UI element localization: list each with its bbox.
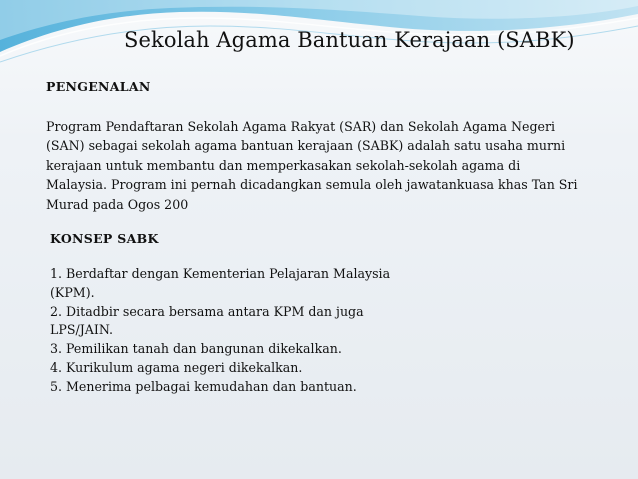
intro-line: (SAN) sebagai sekolah agama bantuan kerajaan (SABK) adalah satu usaha murni	[46, 138, 566, 154]
intro-line: Murad pada Ogos 200	[46, 196, 189, 212]
intro-line: Malaysia. Program ini pernah dicadangkan semula oleh jawatankuasa khas Tan Sri	[46, 177, 578, 193]
concept-heading: KONSEP SABK	[50, 231, 159, 246]
list-item: 2. Ditadbir secara bersama antara KPM dan juga	[50, 303, 364, 319]
concept-list	[50, 265, 450, 397]
list-item: LPS/JAIN.	[50, 322, 114, 338]
list-item: 1. Berdaftar dengan Kementerian Pelajaran Malaysia	[50, 266, 391, 281]
list-item: 5. Menerima pelbagai kemudahan dan bantuan.	[50, 378, 357, 394]
intro-line: Program Pendaftaran Sekolah Agama Rakyat (SAR) dan Sekolah Agama Negeri	[46, 119, 556, 134]
slide-title: Sekolah Agama Bantuan Kerajaan (SABK)	[124, 28, 575, 52]
intro-heading: PENGENALAN	[46, 79, 151, 94]
intro-paragraph	[46, 117, 606, 214]
list-item: 4. Kurikulum agama negeri dikekalkan.	[50, 359, 303, 375]
intro-line: kerajaan untuk membantu dan memperkasakan sekolah-sekolah agama di	[46, 157, 521, 173]
list-item: 3. Pemilikan tanah dan bangunan dikekalkan.	[50, 341, 342, 357]
list-item: (KPM).	[50, 284, 95, 300]
